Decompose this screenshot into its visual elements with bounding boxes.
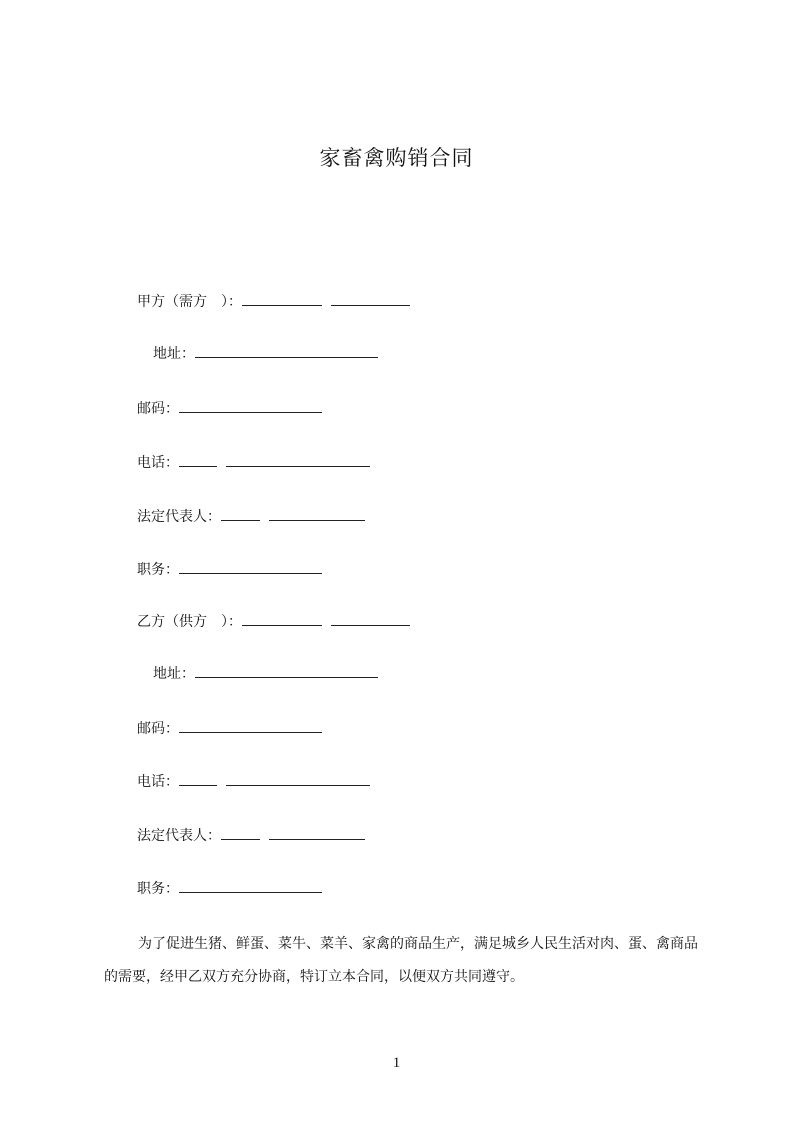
party-b-position-blank[interactable]	[179, 877, 322, 893]
party-a-blank-1[interactable]	[242, 290, 322, 306]
party-a-address-blank[interactable]	[195, 342, 378, 358]
intro-paragraph-block	[104, 928, 704, 994]
party-b-legal-rep-blank-1[interactable]	[221, 824, 260, 840]
party-a-position-label: 职务：	[137, 562, 179, 578]
party-a-legal-rep-blank-2[interactable]	[269, 505, 365, 521]
party-a-postcode-label: 邮码：	[137, 401, 179, 417]
party-a-postcode-blank[interactable]	[179, 397, 322, 413]
party-b-blank-1[interactable]	[242, 610, 322, 626]
party-a-legal-rep-label: 法定代表人：	[137, 509, 221, 525]
party-b-position-row	[137, 877, 322, 899]
intro-paragraph: 为了促进生猪、鲜蛋、菜牛、菜羊、家禽的商品生产，满足城乡人民生活对肉、蛋、禽商品的需要，经甲乙双方充分协商，特订立本合同，以便双方共同遵守。	[104, 936, 698, 985]
party-b-row	[137, 610, 410, 632]
party-b-position-label: 职务：	[137, 881, 179, 897]
party-a-address-label: 地址：	[153, 346, 195, 362]
party-a-phone-blank-1[interactable]	[179, 451, 217, 467]
party-b-phone-blank-2[interactable]	[226, 770, 370, 786]
party-b-legal-rep-label: 法定代表人：	[137, 828, 221, 844]
party-b-legal-rep-row	[137, 824, 365, 846]
party-a-legal-rep-row	[137, 505, 365, 527]
party-a-row	[137, 290, 410, 312]
page-number: 1	[392, 1055, 401, 1071]
document-title: 家畜禽购销合同	[319, 146, 474, 170]
party-a-phone-row	[137, 451, 370, 473]
party-a-phone-blank-2[interactable]	[226, 451, 370, 467]
party-b-address-label: 地址：	[153, 666, 195, 682]
party-b-label: 乙方（供方 ）：	[137, 614, 242, 630]
party-b-postcode-row	[137, 717, 322, 739]
party-b-postcode-label: 邮码：	[137, 721, 179, 737]
party-a-address-row	[153, 342, 378, 364]
party-b-phone-label: 电话：	[137, 774, 179, 790]
party-b-address-row	[153, 662, 378, 684]
party-b-address-blank[interactable]	[195, 662, 378, 678]
party-b-legal-rep-blank-2[interactable]	[269, 824, 365, 840]
party-a-position-row	[137, 558, 322, 580]
party-a-legal-rep-blank-1[interactable]	[221, 505, 260, 521]
party-a-label: 甲方（需方 ）：	[137, 294, 242, 310]
party-a-phone-label: 电话：	[137, 455, 179, 471]
party-a-postcode-row	[137, 397, 322, 419]
party-b-postcode-blank[interactable]	[179, 717, 322, 733]
party-b-phone-blank-1[interactable]	[179, 770, 217, 786]
party-a-position-blank[interactable]	[179, 558, 322, 574]
party-b-blank-2[interactable]	[331, 610, 410, 626]
party-b-phone-row	[137, 770, 370, 792]
party-a-blank-2[interactable]	[331, 290, 410, 306]
